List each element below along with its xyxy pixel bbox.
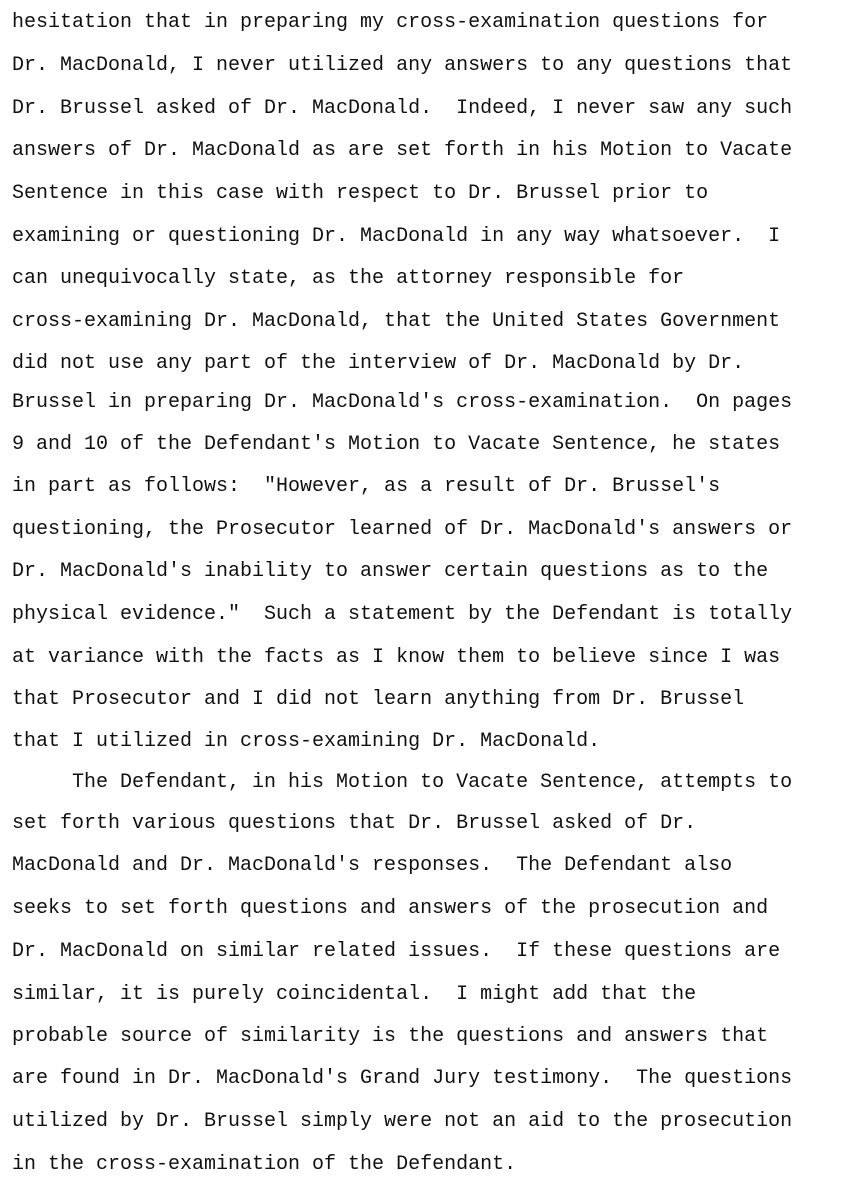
text-line: that I utilized in cross-examining Dr. MacDonald. (12, 730, 601, 753)
text-line: in the cross-examination of the Defendant. (12, 1153, 517, 1176)
text-line: answers of Dr. MacDonald as are set forth in his Motion to Vacate (12, 139, 793, 162)
text-line: questioning, the Prosecutor learned of Dr. MacDonald's answers or (12, 518, 793, 541)
text-line: The Defendant, in his Motion to Vacate Sentence, attempts to (12, 771, 793, 794)
text-line: hesitation that in preparing my cross-examination questions for (12, 11, 769, 34)
text-line: Brussel in preparing Dr. MacDonald's cross-examination. On pages (12, 391, 793, 414)
text-line: MacDonald and Dr. MacDonald's responses. The Defendant also (12, 854, 733, 877)
text-line: that Prosecutor and I did not learn anything from Dr. Brussel (12, 688, 745, 711)
text-line: utilized by Dr. Brussel simply were not an aid to the prosecution (12, 1110, 793, 1133)
text-line: probable source of similarity is the questions and answers that (12, 1025, 769, 1048)
text-line: similar, it is purely coincidental. I might add that the (12, 983, 697, 1006)
text-line: Dr. MacDonald's inability to answer certain questions as to the (12, 560, 769, 583)
text-line: can unequivocally state, as the attorney responsible for (12, 267, 685, 290)
text-line: physical evidence." Such a statement by the Defendant is totally (12, 603, 793, 626)
text-line: Dr. MacDonald, I never utilized any answers to any questions that (12, 54, 793, 77)
text-line: cross-examining Dr. MacDonald, that the United States Government (12, 310, 781, 333)
text-line: Dr. Brussel asked of Dr. MacDonald. Indeed, I never saw any such (12, 97, 793, 120)
text-line: in part as follows: "However, as a result of Dr. Brussel's (12, 475, 721, 498)
text-line: seeks to set forth questions and answers of the prosecution and (12, 897, 769, 920)
text-line: at variance with the facts as I know them to believe since I was (12, 646, 781, 669)
text-line: 9 and 10 of the Defendant's Motion to Vacate Sentence, he states (12, 433, 781, 456)
text-line: Dr. MacDonald on similar related issues. If these questions are (12, 940, 781, 963)
text-line: are found in Dr. MacDonald's Grand Jury testimony. The questions (12, 1067, 793, 1090)
text-line: set forth various questions that Dr. Brussel asked of Dr. (12, 812, 697, 835)
text-line: examining or questioning Dr. MacDonald in any way whatsoever. I (12, 225, 781, 248)
text-line: Sentence in this case with respect to Dr. Brussel prior to (12, 182, 709, 205)
text-line: did not use any part of the interview of Dr. MacDonald by Dr. (12, 352, 745, 375)
